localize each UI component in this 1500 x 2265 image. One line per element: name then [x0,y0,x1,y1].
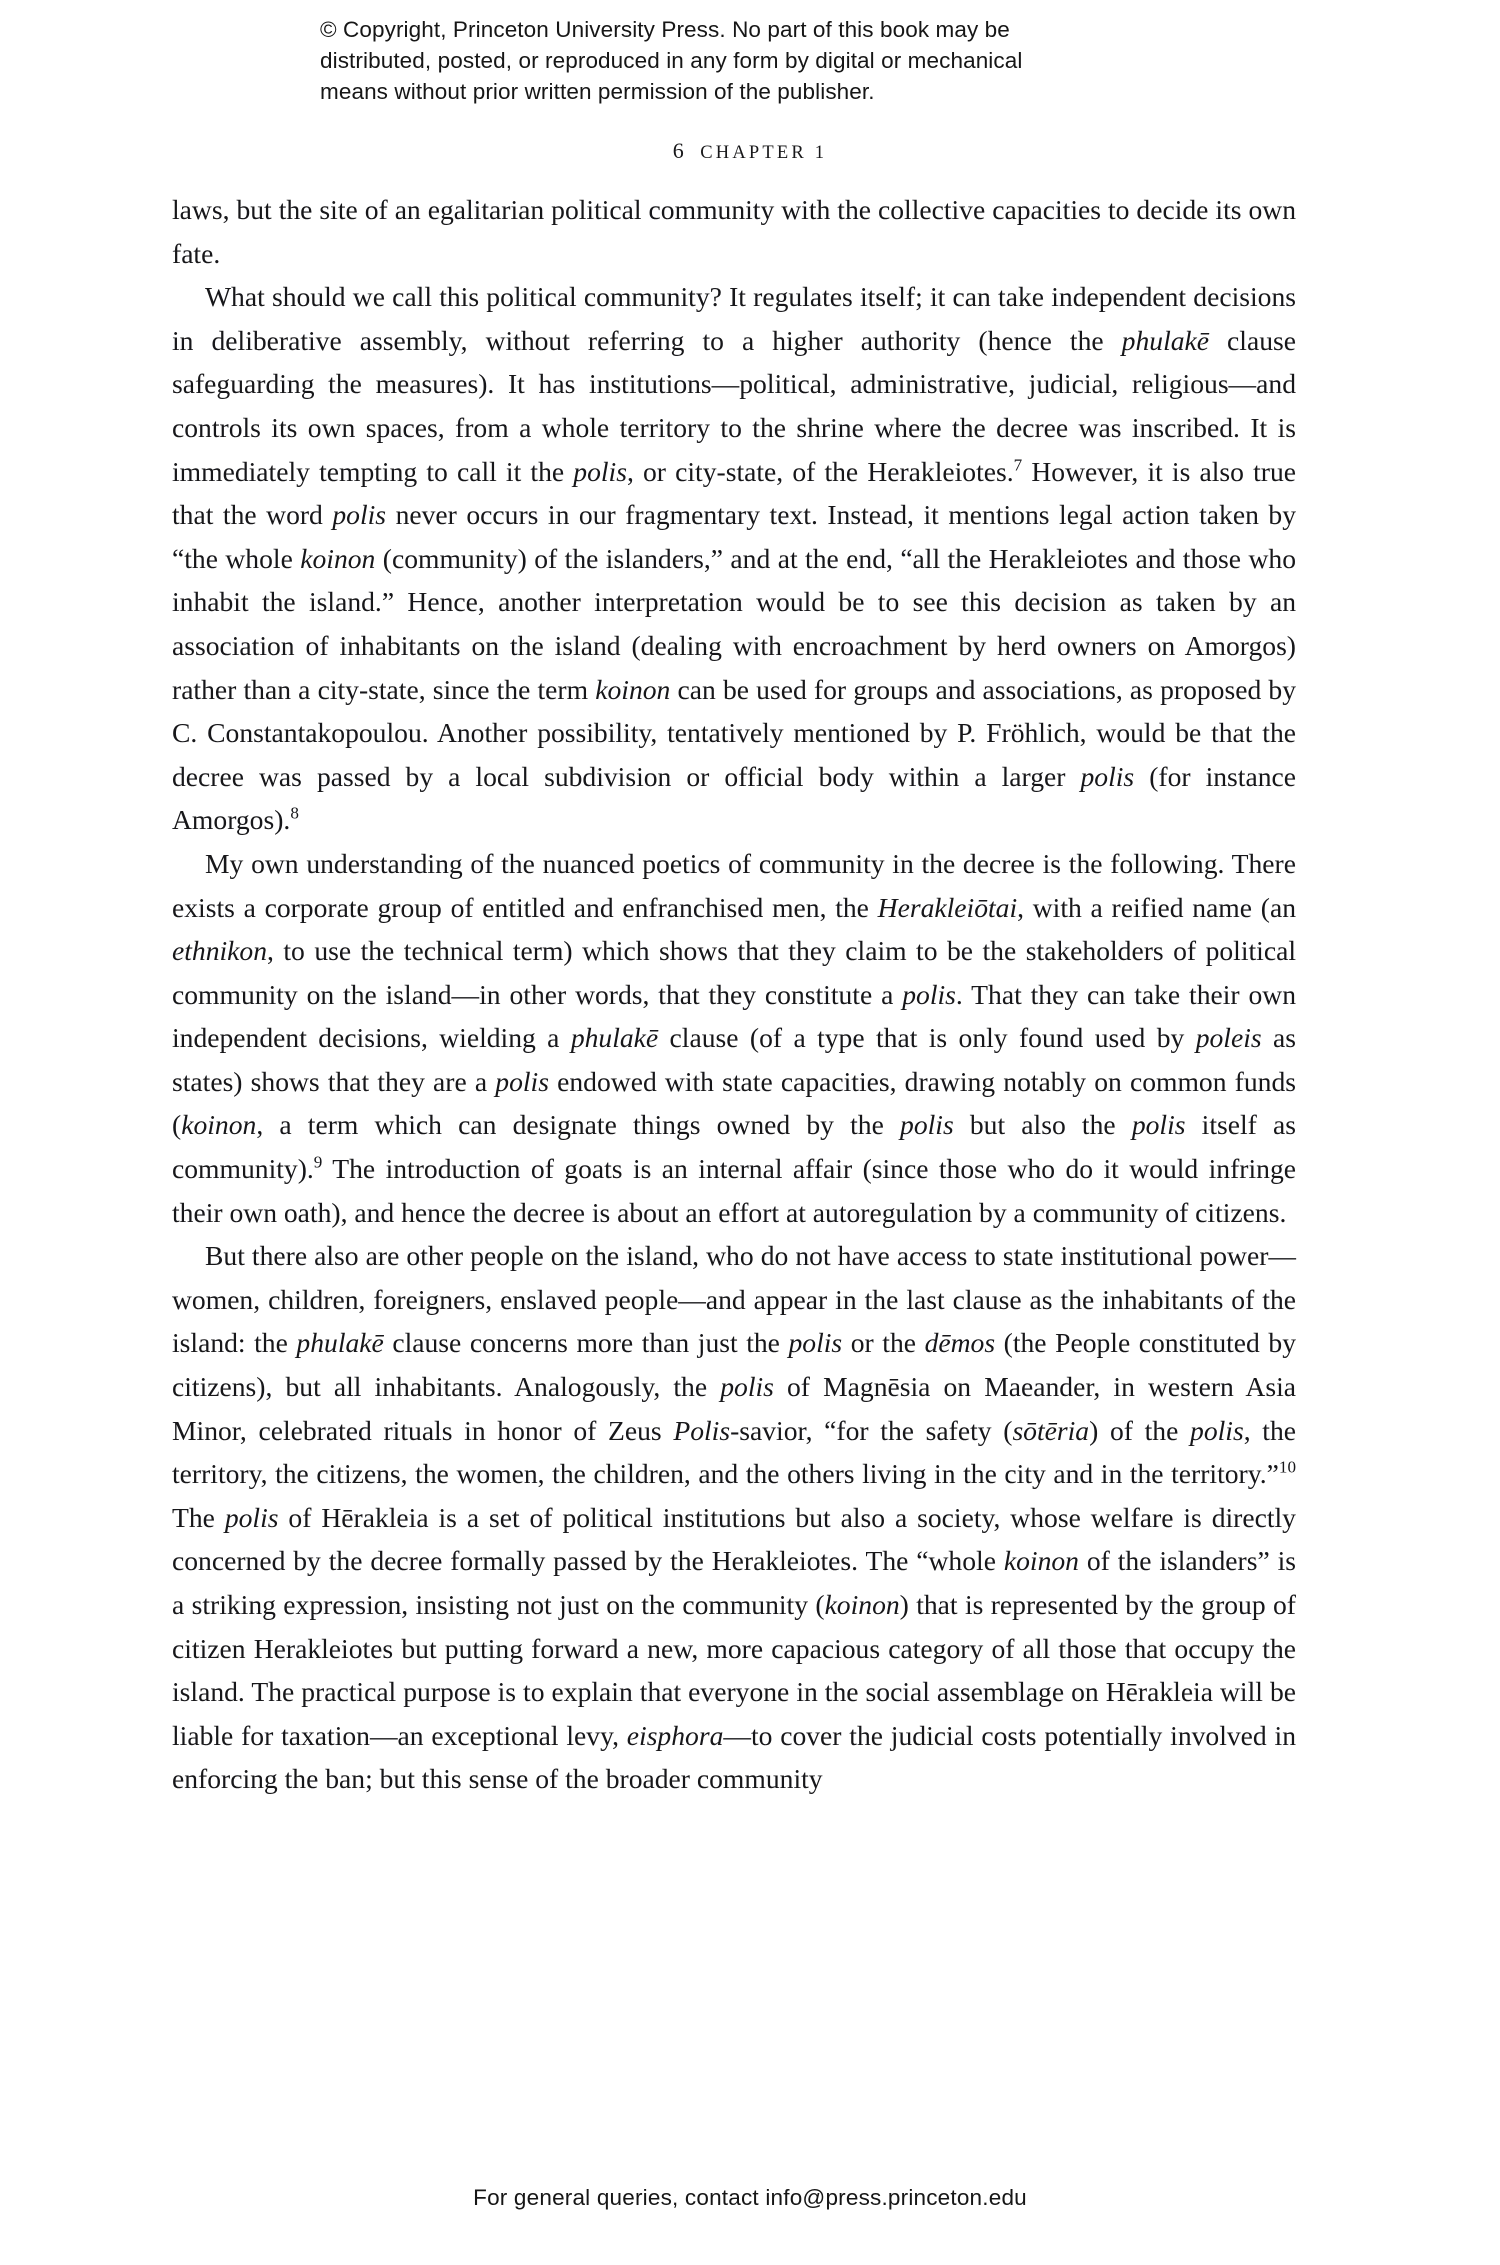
running-head-chapter-label: CHAPTER 1 [700,143,828,163]
running-head [0,138,1500,164]
page-folio-number: 6 [672,138,685,163]
page-footer-queries: For general queries, contact info@press.princeton.edu [473,2185,1027,2210]
para-continuation: laws, but the site of an egalitarian political community with the collective capacities to decide its own fate. [172,194,1296,269]
copyright-notice-line-2: distributed, posted, or reproduced in any form by digital or mechanical [320,48,1023,73]
copyright-notice-line-3: means without prior written permission of the publisher. [320,79,875,104]
page-body-text [172,188,1296,1801]
para-what-should-we-call: What should we call this political community? It regulates itself; it can take independent decisions in deliberative assembly, without referring to a higher authority (hence the phulakē clause safeguarding the measures). It has institutions—political, administrative, judicial, religious—and controls its own spaces, from a whole territory to the shrine where the decree was inscribed. It is immediately tempting to call it the polis, or city-state, of the Herakleiotes.$^7$ However, it is also true that the word polis never occurs in our fragmentary text. Instead, it mentions legal action taken by “the whole koinon (community) of the islanders,” and at the end, “all the Herakleiotes and those who inhabit the island.” Hence, another interpretation would be to see this decision as taken by an association of inhabitants on the island (dealing with encroachment by herd owners on Amorgos) rather than a city-state, since the term koinon can be used for groups and associations, as proposed by C. Constantakopoulou. Another possibility, tentatively mentioned by P. Fröhlich, would be that the decree was passed by a local subdivision or official body within a larger polis (for instance Amorgos).$^8$ [172,281,1296,836]
copyright-notice [320,14,1180,107]
para-but-there-also-are: But there also are other people on the island, who do not have access to state institutional power—women, children, foreigners, enslaved people—and appear in the last clause as the inhabitants of the island: the phulakē clause concerns more than just the polis or the dēmos (the People constituted by citizens), but all inhabitants. Analogously, the polis of Magnēsia on Maeander, in western Asia Minor, celebrated rituals in honor of Zeus Polis-savior, “for the safety (sōtēria) of the polis, the territory, the citizens, the women, the children, and the others living in the city and in the territory.”$^{10}$ The polis of Hērakleia is a set of political institutions but also a society, whose welfare is directly concerned by the decree formally passed by the Herakleiotes. The “whole koinon of the islanders” is a striking expression, insisting not just on the community (koinon) that is represented by the group of citizen Herakleiotes but putting forward a new, more capacious category of all those that occupy the island. The practical purpose is to explain that everyone in the social assemblage on Hērakleia will be liable for taxation—an exceptional levy, eisphora—to cover the judicial costs potentially involved in enforcing the ban; but this sense of the broader community [172,1240,1297,1795]
copyright-notice-line-1: © Copyright, Princeton University Press. No part of this book may be [320,17,1010,42]
para-my-own-understanding: My own understanding of the nuanced poetics of community in the decree is the following. There exists a corporate group of entitled and enfranchised men, the Herakleiōtai, with a reified name (an ethnikon, to use the technical term) which shows that they claim to be the stakeholders of political community on the island—in other words, that they constitute a polis. That they can take their own independent decisions, wielding a phulakē clause (of a type that is only found used by poleis as states) shows that they are a polis endowed with state capacities, drawing notably on common funds (koinon, a term which can designate things owned by the polis but also the polis itself as community).$^9$ The introduction of goats is an internal affair (since those who do it would infringe their own oath), and hence the decree is about an effort at autoregulation by a community of citizens. [172,847,1297,1228]
